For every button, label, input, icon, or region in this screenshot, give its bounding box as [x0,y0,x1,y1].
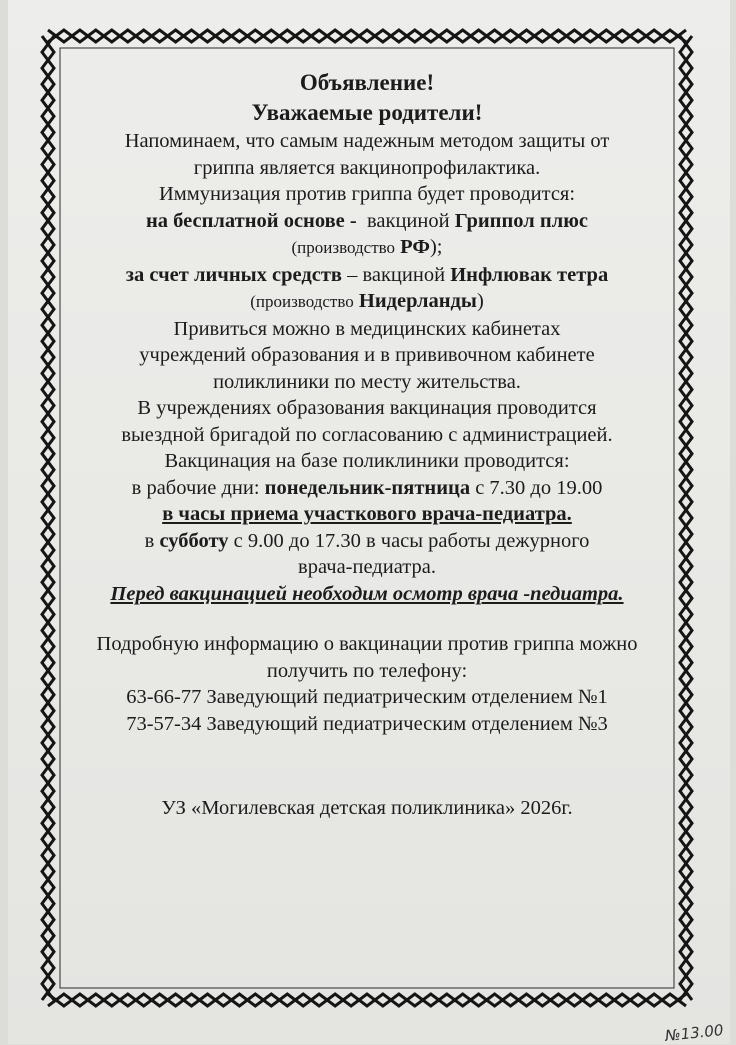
vaccine-word: вакциной [366,209,450,232]
clinic-schedule-intro: Вакцинация на базе поликлиники проводится: [164,450,570,472]
free-basis-label: на бесплатной основе - [145,209,357,232]
saturday-time: с 9.00 до 17.30 в часы работы дежурного [233,529,590,552]
reminder-line-1: Напоминаем, что самым надежным методом защиты от [124,130,610,152]
free-vaccine-line [68,208,666,235]
producer-line-2 [68,288,666,316]
vaccine-word-2: – вакциной [347,263,446,286]
warning-line: Перед вакцинацией необходим осмотр врача -педиатра. [110,582,624,605]
weekdays-hours: в часы приема участкового врача-педиатра. [162,503,572,525]
immunization-intro: Иммунизация против гриппа будет проводится: [158,183,576,205]
paid-vaccine-line [68,262,666,289]
notice-greeting: Уважаемые родители! [251,100,483,125]
saturday-line [68,528,666,555]
saturday-line-2: врача-педиатра. [298,556,436,578]
weekdays-label: понедельник-пятница [264,476,471,499]
weekdays-prefix: в рабочие дни: [131,476,260,499]
producer-prefix-2: (производство [250,292,354,311]
locations-line-3: поликлиники по месту жительства. [213,370,521,393]
producer-suffix-2: ) [476,290,484,312]
vaccine-name-2: Инфлювак тетра [450,263,609,286]
producer-line-1 [68,234,666,262]
producer-country-1: РФ [400,236,430,258]
weekdays-time: с 7.30 до 19.00 [475,476,603,499]
notice-body [68,68,666,822]
notice-sheet [8,0,730,1044]
paid-basis-label: за счет личных средств [125,263,342,286]
handwritten-corner-note: №13.00 [664,1020,725,1045]
phone-line-2: 73-57-34 Заведующий педиатрическим отделением №3 [126,712,608,735]
producer-prefix: (производство [291,238,396,257]
info-line-1: Подробную информацию о вакцинации против гриппа можно [96,633,638,655]
producer-country-2: Нидерланды [358,290,477,312]
locations-line-2: учреждений образования и в прививочном кабинете [139,344,595,366]
vaccine-name-1: Гриппол плюс [454,209,588,232]
reminder-line-2: гриппа является вакцинопрофилактика. [193,156,541,179]
locations-line-1: Привиться можно в медицинских кабинетах [173,317,561,340]
footer-organization: УЗ «Могилевская детская поликлиника» 2026г. [161,797,573,819]
schools-line-1: В учреждениях образования вакцинация проводится [137,397,597,419]
phone-line-1: 63-66-77 Заведующий педиатрическим отделением №1 [126,686,608,708]
schools-line-2: выездной бригадой по согласованию с администрацией. [121,423,613,446]
saturday-prefix: в [144,529,155,552]
info-line-2: получить по телефону: [266,659,468,682]
saturday-label: субботу [159,529,229,552]
weekdays-line [68,475,666,502]
notice-title: Объявление! [299,70,435,95]
producer-suffix: ); [429,236,443,258]
